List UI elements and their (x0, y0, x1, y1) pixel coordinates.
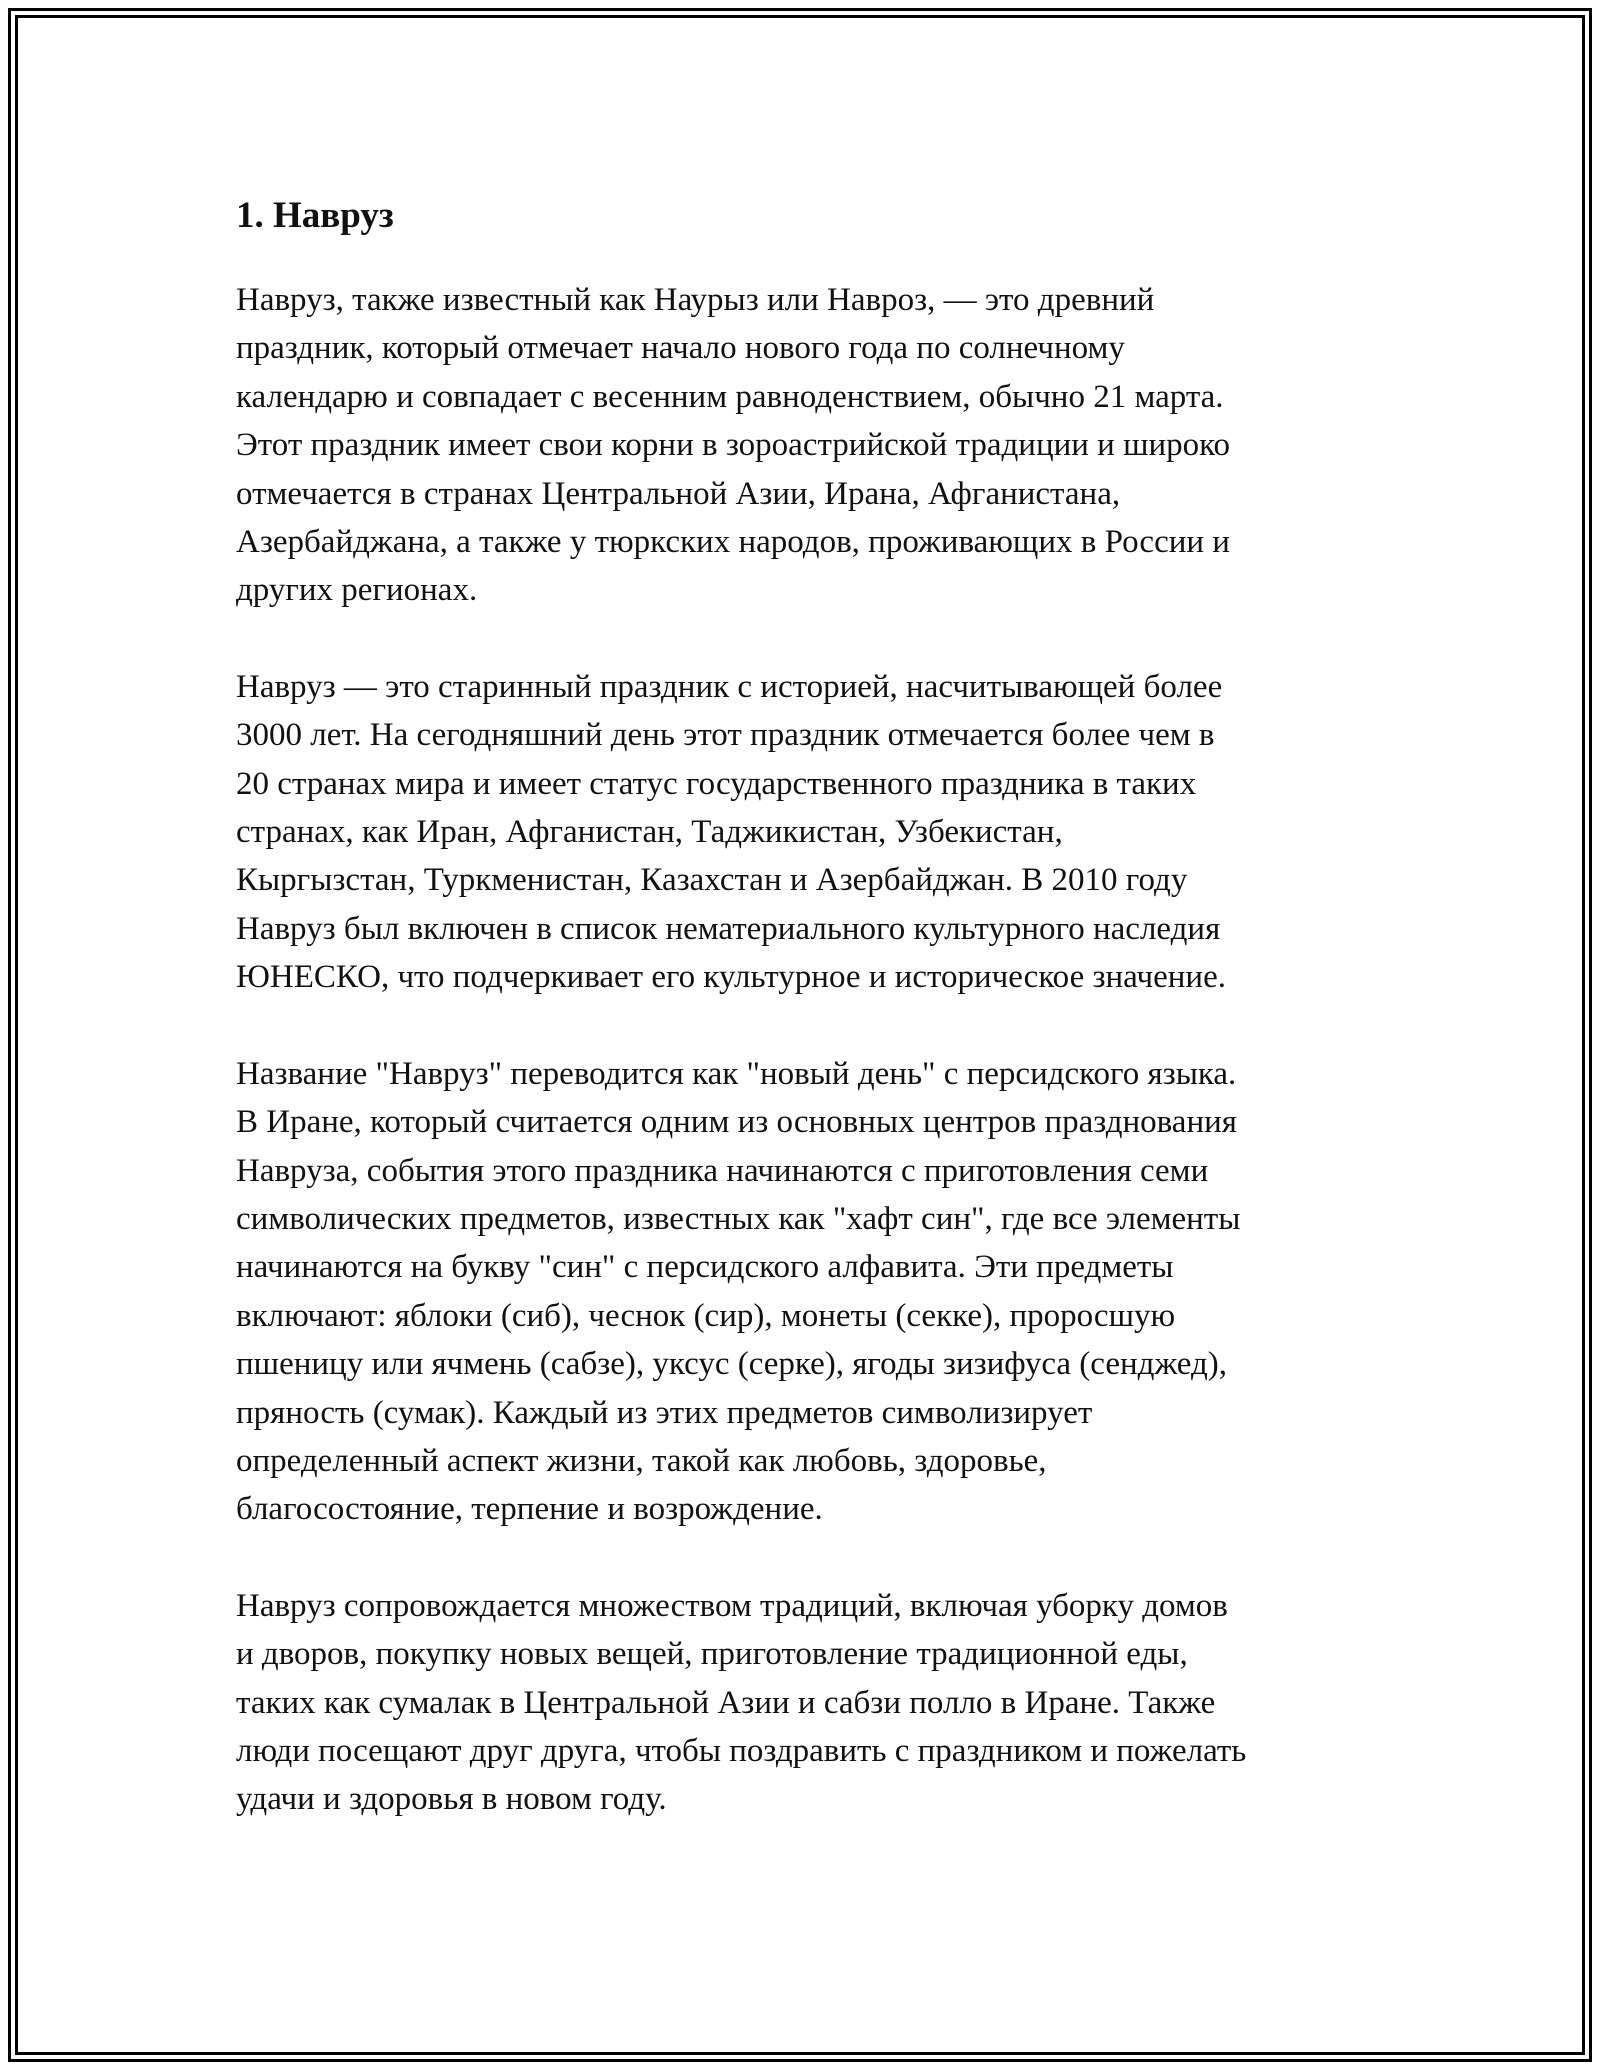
document-body (236, 184, 1386, 1872)
paragraph-intro: Навруз, также известный как Наурыз или Навроз, — это древний праздник, который отмечает начало нового года по солнечному календарю и совпадает с весенним равноденствием, обычно 21 марта. Этот праздник имеет свои корни в зороастрийской традиции и широко отмечается в странах Центральной Азии, Ирана, Афганистана, Азербайджана, а также у тюркских народов, проживающих в России и других регионах. (236, 282, 1231, 609)
paragraph-traditions: Навруз сопровождается множеством традиций, включая уборку домов и дворов, покупку новых вещей, приготовление традиционной еды, таких как сумалак в Центральной Азии и сабзи полло в Иране. Также люди посещают друг друга, чтобы поздравить с праздником и пожелать удачи и здоровья в новом году. (236, 1587, 1247, 1818)
section-heading: 1. Навруз (236, 195, 394, 236)
paragraph-haft-sin: Название "Навруз" переводится как "новый день" с персидского языка. В Иране, который считается одним из основных центров празднования Навруза, события этого праздника начинаются с приготовления семи символических предметов, известных как "хафт син", где все элементы начинаются на букву "син" с персидского алфавита. Эти предметы включают: яблоки (сиб), чеснок (сир), монеты (секке), проросшую пшеницу или ячмень (сабзе), уксус (серке), ягоды зизифуса (сенджед), пряность (сумак). Каждый из этих предметов символизирует определенный аспект жизни, такой как любовь, здоровье, благосостояние, терпение и возрождение. (236, 1055, 1241, 1528)
paragraph-history: Навруз — это старинный праздник с историей, насчитывающей более 3000 лет. На сегодняшний день этот праздник отмечается более чем в 20 странах мира и имеет статус государственного праздника в таких странах, как Иран, Афганистан, Таджикистан, Узбекистан, Кыргызстан, Туркменистан, Казахстан и Азербайджан. В 2010 году Навруз был включен в список нематериального культурного наследия ЮНЕСКО, что подчеркивает его культурное и историческое значение. (236, 668, 1226, 996)
